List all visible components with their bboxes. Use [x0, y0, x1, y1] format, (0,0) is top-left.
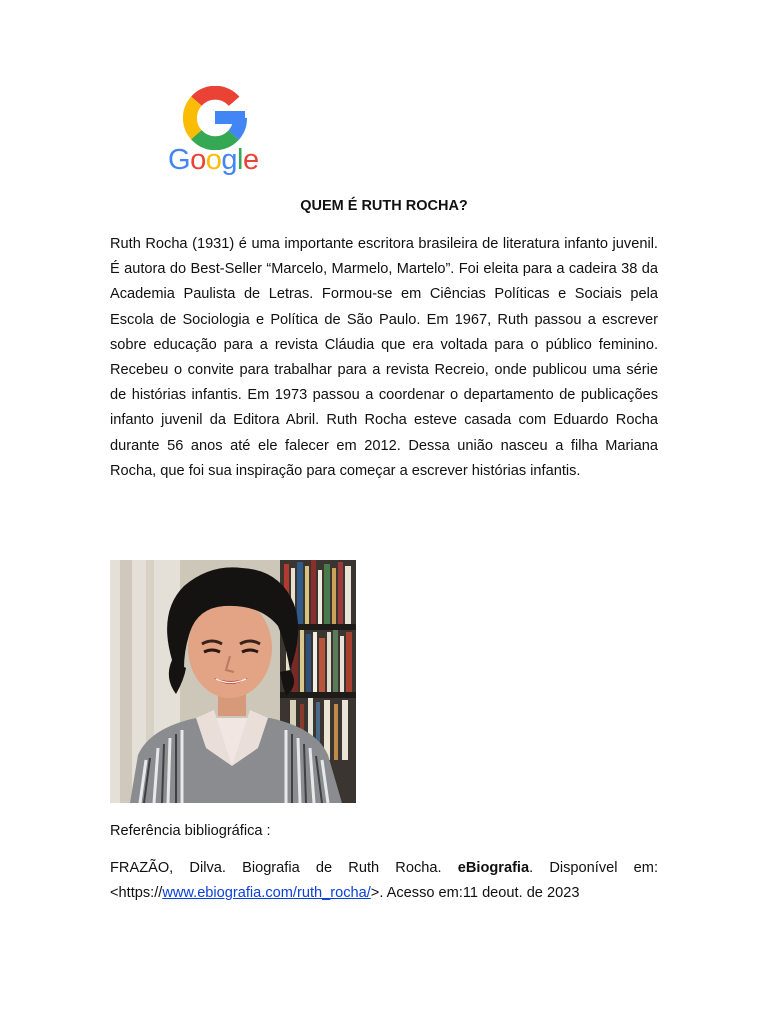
logo-letter: o [190, 144, 206, 176]
citation-source-name: eBiografia [457, 860, 530, 876]
citation-text: . Disponível em: <https:// [110, 860, 658, 901]
google-logo [166, 84, 266, 180]
logo-letter: l [236, 144, 243, 176]
reference-citation [110, 856, 658, 906]
logo-letter: G [168, 144, 191, 176]
portrait-photo [110, 560, 356, 803]
citation-text: >. Acesso em:11 deout. de 2023 [370, 885, 580, 901]
logo-letter: g [221, 144, 237, 176]
citation-text: FRAZÃO, Dilva. Biografia de Ruth Rocha. [110, 860, 458, 876]
portrait-illustration [110, 560, 356, 803]
reference-link[interactable]: www.ebiografia.com/ruth_rocha/ [162, 885, 371, 901]
page-title: QUEM É RUTH ROCHA? [300, 198, 468, 214]
google-g-icon [183, 86, 247, 150]
logo-letter: e [242, 144, 259, 176]
google-wordmark [168, 142, 259, 178]
biography-paragraph: Ruth Rocha (1931) é uma importante escritora brasileira de literatura infanto juvenil. É autora do Best-Seller “Marcelo, Marmelo, Martelo”. Foi eleita para a cadeira 38 da Academia Paulista de Letras. Formou-se em Ciências Políticas e Sociais pela Escola de Sociologia e Política de São Paulo. Em 1967, Ruth passou a escrever sobre educação para a revista Cláudia que era voltada para o público feminino. Recebeu o convite para trabalhar para a revista Recreio, onde publicou uma série de histórias infantis. Em 1973 passou a coordenar o departamento de publicações infanto juvenil da Editora Abril. Ruth Rocha esteve casada com Eduardo Rocha durante 56 anos até ele falecer em 2012. Dessa união nasceu a filha Mariana Rocha, que foi sua inspiração para começar a escrever histórias infantis. [110, 236, 658, 479]
logo-letter: o [205, 144, 222, 176]
reference-heading: Referência bibliográfica : [110, 823, 271, 839]
